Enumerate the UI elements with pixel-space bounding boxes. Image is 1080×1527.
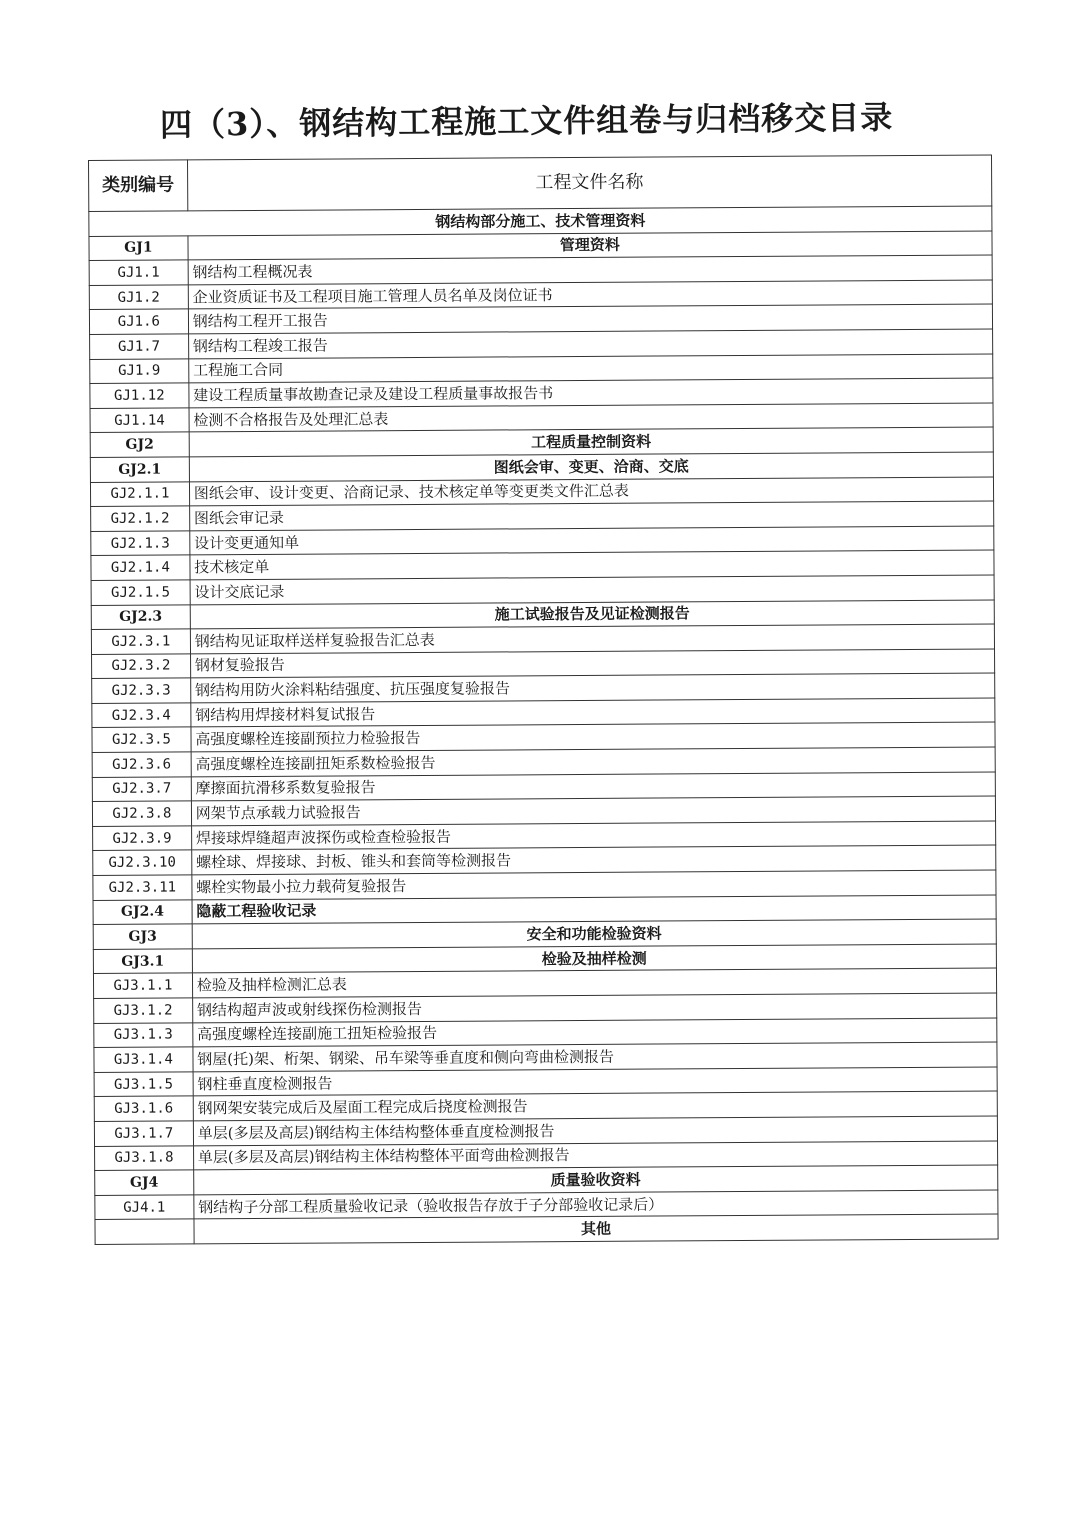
row-code-cell: GJ1.12: [90, 383, 189, 408]
row-name-cell: 设计交底记录: [190, 575, 994, 605]
row-code-cell: GJ3.1.7: [94, 1121, 193, 1146]
row-code-cell: GJ2.3.1: [91, 629, 190, 654]
row-code-cell: GJ3.1.2: [94, 998, 193, 1023]
row-name-cell: 高强度螺栓连接副扭矩系数检验报告: [191, 747, 995, 777]
row-name-cell: 图纸会审、变更、洽商、交底: [189, 452, 993, 482]
row-name-cell: 隐蔽工程验收记录: [192, 895, 996, 925]
row-name-cell: 检测不合格报告及处理汇总表: [189, 403, 993, 433]
row-name-cell: 钢结构用焊接材料复试报告: [191, 698, 995, 728]
row-code-cell: GJ2.3.2: [92, 654, 191, 679]
row-code-cell: GJ2.4: [93, 900, 192, 925]
row-name-cell: 技术核定单: [190, 550, 994, 580]
table-row: [95, 1214, 998, 1244]
row-name-cell: 检验及抽样检测汇总表: [192, 968, 996, 998]
row-code-cell: GJ1.1: [89, 260, 188, 285]
row-name-cell: 钢结构超声波或射线探伤检测报告: [192, 993, 996, 1023]
row-name-cell: 螺栓实物最小拉力载荷复验报告: [192, 870, 996, 900]
row-name-cell: 钢结构工程开工报告: [188, 304, 992, 334]
row-code-cell: GJ4.1: [95, 1195, 194, 1220]
row-name-cell: 摩擦面抗滑移系数复验报告: [191, 772, 995, 802]
row-name-cell: 钢网架安装完成后及屋面工程完成后挠度检测报告: [193, 1091, 997, 1121]
row-code-cell: GJ2.1.3: [91, 531, 190, 556]
row-code-cell: GJ2.3: [91, 604, 190, 629]
row-name-cell: 图纸会审记录: [189, 501, 993, 531]
row-code-cell: GJ2.3.7: [92, 777, 191, 802]
row-name-cell: 螺栓球、焊接球、封板、锥头和套筒等检测报告: [191, 845, 995, 875]
row-code-cell: GJ1.9: [90, 358, 189, 383]
row-name-cell: 施工试验报告及见证检测报告: [190, 599, 994, 629]
archive-catalog-table: [88, 154, 999, 1244]
row-name-cell: 建设工程质量事故勘查记录及建设工程质量事故报告书: [189, 378, 993, 408]
row-code-cell: GJ2.3.9: [93, 826, 192, 851]
row-name-cell: 钢结构工程竣工报告: [188, 329, 992, 359]
row-name-cell: 钢结构用防火涂料粘结强度、抗压强度复验报告: [190, 673, 994, 703]
row-name-cell: 钢结构子分部工程质量验收记录（验收报告存放于子分部验收记录后）: [194, 1190, 998, 1220]
row-name-cell: 管理资料: [188, 231, 992, 261]
row-name-cell: 安全和功能检验资料: [192, 919, 996, 949]
row-name-cell: 钢结构工程概况表: [188, 255, 992, 285]
row-name-cell: 图纸会审、设计变更、洽商记录、技术核定单等变更类文件汇总表: [189, 477, 993, 507]
row-code-cell: GJ3.1: [93, 949, 192, 974]
row-code-cell: GJ4: [95, 1170, 194, 1195]
row-name-cell: 单层(多层及高层)钢结构主体结构整体垂直度检测报告: [193, 1116, 997, 1146]
row-name-cell: 钢结构见证取样送样复验报告汇总表: [190, 624, 994, 654]
row-code-cell: GJ3.1.5: [94, 1072, 193, 1097]
row-code-cell: GJ2.1.2: [91, 506, 190, 531]
row-name-cell: 单层(多层及高层)钢结构主体结构整体平面弯曲检测报告: [193, 1141, 997, 1171]
row-code-cell: GJ2.1.4: [91, 555, 190, 580]
row-code-cell: GJ2.3.6: [92, 752, 191, 777]
row-code-cell: GJ2.1.1: [90, 481, 189, 506]
row-name-cell: 质量验收资料: [193, 1165, 997, 1195]
section-title-cell: 钢结构部分施工、技术管理资料: [89, 206, 992, 236]
row-code-cell: GJ3: [93, 924, 192, 949]
row-code-cell: GJ2.3.8: [92, 801, 191, 826]
row-code-cell: GJ2.3.5: [92, 727, 191, 752]
row-name-cell: 高强度螺栓连接副施工扭矩检验报告: [193, 1018, 997, 1048]
row-code-cell: GJ1.7: [90, 334, 189, 359]
row-code-cell: GJ2.3.11: [93, 875, 192, 900]
row-code-cell: GJ3.1.6: [94, 1096, 193, 1121]
row-name-cell: 工程质量控制资料: [189, 427, 993, 457]
row-name-cell: 焊接球焊缝超声波探伤或检查检验报告: [191, 821, 995, 851]
row-code-cell: GJ2: [90, 432, 189, 457]
row-code-cell: GJ1.14: [90, 408, 189, 433]
header-name-cell: 工程文件名称: [187, 155, 992, 211]
table-header-row: [89, 155, 992, 212]
row-name-cell: 其他: [194, 1214, 998, 1244]
row-code-cell: GJ2.3.10: [93, 850, 192, 875]
row-name-cell: 钢材复验报告: [190, 649, 994, 679]
row-name-cell: 检验及抽样检测: [192, 944, 996, 974]
row-code-cell: GJ1.2: [89, 285, 188, 310]
row-name-cell: 钢柱垂直度检测报告: [193, 1067, 997, 1097]
row-code-cell: GJ2.1: [90, 457, 189, 482]
row-name-cell: 高强度螺栓连接副预拉力检验报告: [191, 722, 995, 752]
row-code-cell: GJ3.1.1: [93, 973, 192, 998]
row-code-cell: GJ3.1.4: [94, 1047, 193, 1072]
row-name-cell: 钢屋(托)架、桁架、钢梁、吊车梁等垂直度和侧向弯曲检测报告: [193, 1042, 997, 1072]
row-code-cell: GJ2.3.3: [92, 678, 191, 703]
page-title: 四（3）、钢结构工程施工文件组卷与归档移交目录: [159, 98, 894, 144]
row-code-cell: GJ2.1.5: [91, 580, 190, 605]
header-code-cell: 类别编号: [89, 160, 188, 212]
row-code-cell: [95, 1219, 194, 1244]
table-body: [89, 155, 999, 1244]
row-code-cell: GJ2.3.4: [92, 703, 191, 728]
row-code-cell: GJ3.1.3: [94, 1022, 193, 1047]
row-name-cell: 企业资质证书及工程项目施工管理人员名单及岗位证书: [188, 280, 992, 310]
row-code-cell: GJ1.6: [89, 309, 188, 334]
row-code-cell: GJ3.1.8: [95, 1145, 194, 1170]
row-code-cell: GJ1: [89, 235, 188, 260]
row-name-cell: 网架节点承载力试验报告: [191, 796, 995, 826]
row-name-cell: 工程施工合同: [188, 354, 992, 384]
row-name-cell: 设计变更通知单: [190, 526, 994, 556]
